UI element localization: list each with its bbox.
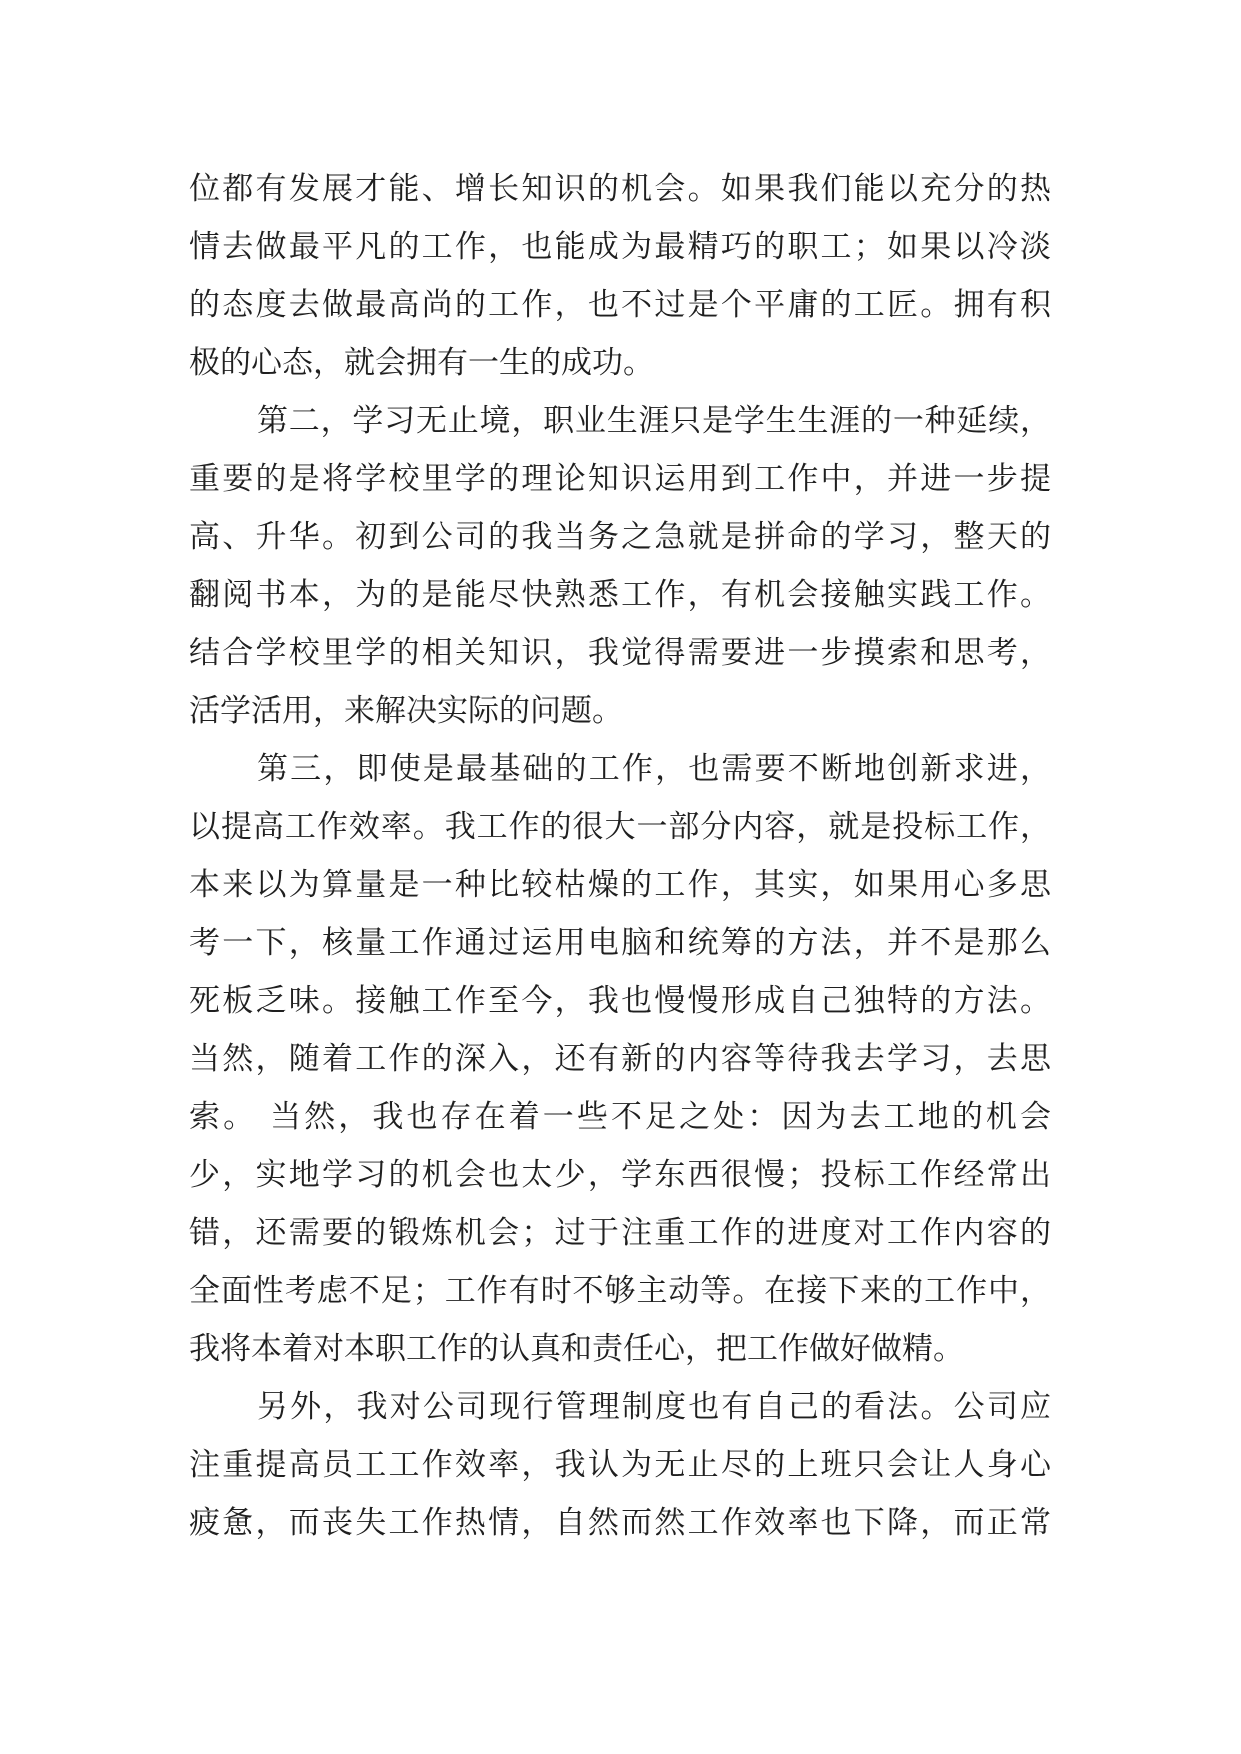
paragraph-start-line: 另外，我对公司现行管理制度也有自己的看法。公司应 — [257, 1389, 1051, 1425]
text-line: 极的心态，就会拥有一生的成功。 — [189, 345, 654, 381]
text-line: 死板乏味。接触工作至今，我也慢慢形成自己独特的方法。 — [189, 983, 1051, 1019]
text-line: 本来以为算量是一种比较枯燥的工作，其实，如果用心多思 — [189, 867, 1051, 903]
text-line: 错，还需要的锻炼机会；过于注重工作的进度对工作内容的 — [189, 1215, 1051, 1251]
text-line: 考一下，核量工作通过运用电脑和统筹的方法，并不是那么 — [189, 925, 1051, 961]
text-line: 活学活用，来解决实际的问题。 — [189, 693, 623, 729]
text-line: 结合学校里学的相关知识，我觉得需要进一步摸索和思考， — [189, 635, 1051, 671]
text-line: 我将本着对本职工作的认真和责任心，把工作做好做精。 — [189, 1331, 964, 1367]
paragraph-start-line: 第二，学习无止境，职业生涯只是学生生涯的一种延续， — [257, 403, 1051, 439]
paragraph-start-line: 第三，即使是最基础的工作，也需要不断地创新求进， — [257, 751, 1051, 787]
text-line: 疲惫，而丧失工作热情，自然而然工作效率也下降，而正常 — [189, 1505, 1051, 1541]
text-line: 重要的是将学校里学的理论知识运用到工作中，并进一步提 — [189, 461, 1051, 497]
text-line: 翻阅书本，为的是能尽快熟悉工作，有机会接触实践工作。 — [189, 577, 1051, 613]
body-text — [189, 160, 1051, 1552]
text-line: 注重提高员工工作效率，我认为无止尽的上班只会让人身心 — [189, 1447, 1051, 1483]
text-line: 的态度去做最高尚的工作，也不过是个平庸的工匠。拥有积 — [189, 287, 1051, 323]
text-line: 情去做最平凡的工作，也能成为最精巧的职工；如果以冷淡 — [189, 229, 1051, 265]
text-line: 少，实地学习的机会也太少，学东西很慢；投标工作经常出 — [189, 1157, 1051, 1193]
text-line: 当然，随着工作的深入，还有新的内容等待我去学习，去思 — [189, 1041, 1051, 1077]
text-line: 以提高工作效率。我工作的很大一部分内容，就是投标工作， — [189, 809, 1051, 845]
text-line: 全面性考虑不足；工作有时不够主动等。在接下来的工作中， — [189, 1273, 1051, 1309]
text-line: 索。 当然，我也存在着一些不足之处：因为去工地的机会 — [189, 1099, 1051, 1135]
text-line: 高、升华。初到公司的我当务之急就是拼命的学习，整天的 — [189, 519, 1051, 555]
text-line: 位都有发展才能、增长知识的机会。如果我们能以充分的热 — [189, 171, 1051, 207]
